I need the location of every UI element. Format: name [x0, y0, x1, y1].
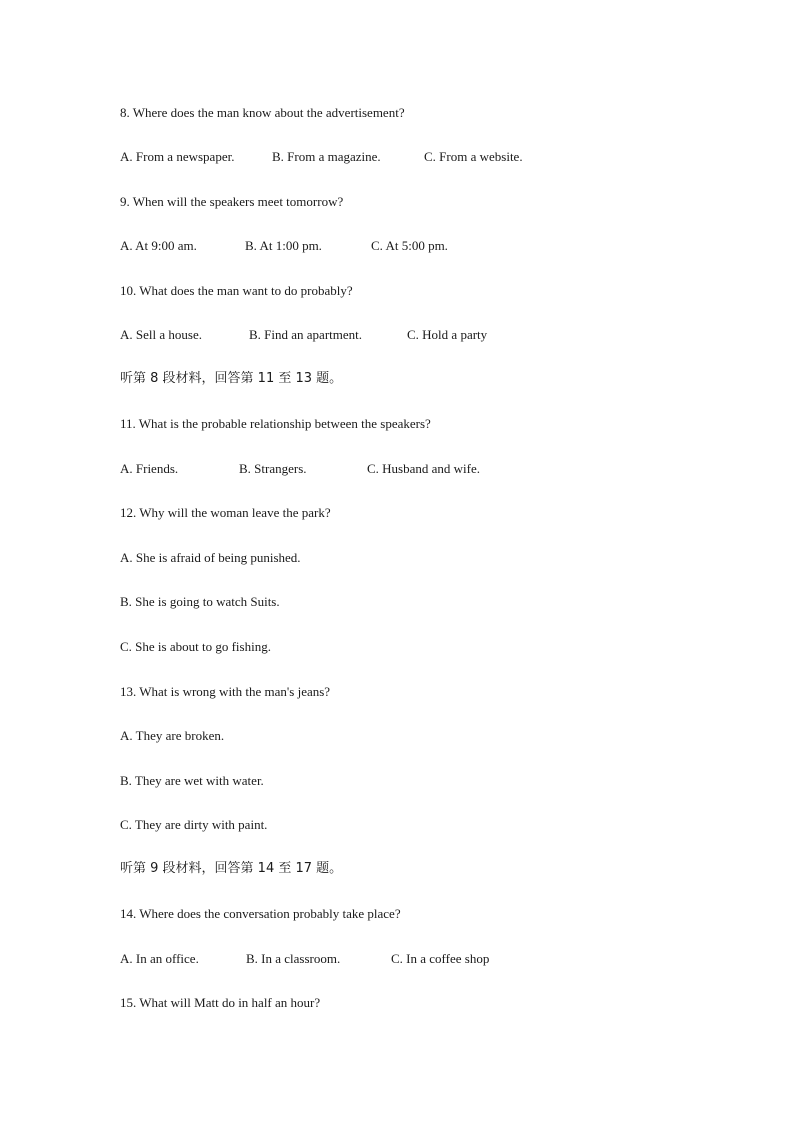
question-14: 14. Where does the conversation probably take place? — [120, 906, 401, 921]
q9-option-b: B. At 1:00 pm. — [245, 238, 322, 253]
q10-option-a: A. Sell a house. — [120, 327, 202, 342]
q9-option-a: A. At 9:00 am. — [120, 238, 197, 253]
question-13: 13. What is wrong with the man's jeans? — [120, 684, 331, 699]
q13-option-a: A. They are broken. — [120, 728, 225, 743]
q12-option-b: B. She is going to watch Suits. — [120, 594, 280, 609]
q13-option-c: C. They are dirty with paint. — [120, 817, 268, 832]
q14-option-b: B. In a classroom. — [246, 951, 341, 966]
q14-option-a: A. In an office. — [120, 951, 199, 966]
q8-option-b: B. From a magazine. — [272, 149, 381, 164]
q8-option-c: C. From a website. — [424, 149, 523, 164]
q13-option-b: B. They are wet with water. — [120, 773, 264, 788]
question-11: 11. What is the probable relationship between the speakers? — [120, 416, 431, 431]
q10-option-b: B. Find an apartment. — [249, 327, 363, 342]
q11-option-a: A. Friends. — [120, 461, 179, 476]
question-10: 10. What does the man want to do probably? — [120, 283, 353, 298]
question-9: 9. When will the speakers meet tomorrow? — [120, 194, 344, 209]
q14-option-c: C. In a coffee shop — [391, 951, 490, 966]
q10-option-c: C. Hold a party — [407, 327, 488, 342]
q12-option-a: A. She is afraid of being punished. — [120, 550, 301, 565]
question-15: 15. What will Matt do in half an hour? — [120, 995, 321, 1010]
section-heading-9: 听第 9 段材料，回答第 14 至 17 题。 — [120, 861, 343, 876]
q11-option-c: C. Husband and wife. — [367, 461, 481, 476]
q9-option-c: C. At 5:00 pm. — [371, 238, 448, 253]
q11-option-b: B. Strangers. — [239, 461, 307, 476]
section-heading-8: 听第 8 段材料，回答第 11 至 13 题。 — [120, 371, 343, 386]
q12-option-c: C. She is about to go fishing. — [120, 639, 271, 654]
question-8: 8. Where does the man know about the advertisement? — [120, 105, 405, 120]
q8-option-a: A. From a newspaper. — [120, 149, 235, 164]
question-12: 12. Why will the woman leave the park? — [120, 505, 331, 520]
